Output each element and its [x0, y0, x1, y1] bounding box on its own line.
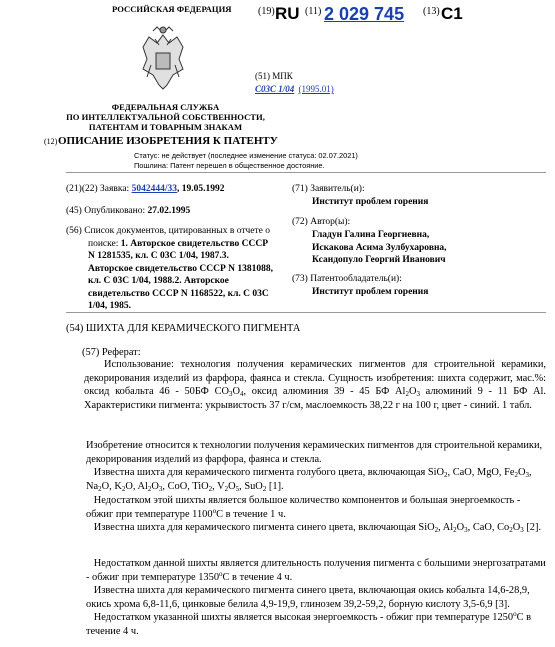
author-name: Гладун Галина Георгиевна, [312, 230, 430, 240]
doc-title: ОПИСАНИЕ ИЗОБРЕТЕНИЯ К ПАТЕНТУ [58, 135, 278, 147]
reference-line: N 1281535, кл. С 03С 1/04, 1987.3. [88, 251, 229, 261]
paragraph-intro: Изобретение относится к технологии получения керамических пигментов для строительной керамики, декорирования изделий из фарфора, фаянса и стекла. Известна шихта для керамического пигмента голубого цвета, включающая SiO$_2$, CaO, MgO, $Fe_2O_3$, $Na_2O$, $K_2O$, $Al_2O_3$, CoO, TiO$_2$, $V_2O_5$, SuO$_2$ [1]. [86, 440, 543, 493]
application-label: (21)(22) Заявка: [66, 184, 130, 194]
code-13: (13) [423, 6, 440, 17]
references-block [66, 225, 286, 313]
mpk-row [255, 84, 334, 94]
coat-of-arms-icon [133, 25, 193, 95]
country-code: RU [275, 4, 300, 23]
mpk-class-link[interactable]: C03C 1/04 [255, 84, 295, 94]
code-11: (11) [305, 6, 322, 17]
application-number-link[interactable]: 5042444/33 [131, 184, 177, 194]
country-name: РОССИЙСКАЯ ФЕДЕРАЦИЯ [112, 4, 232, 14]
reference-line: 1/04, 1985. [88, 301, 132, 311]
applicant-label: (71) Заявитель(и): [292, 184, 365, 194]
agency-line-1: ФЕДЕРАЛЬНАЯ СЛУЖБА [111, 102, 220, 112]
duty-line: Пошлина: Патент перешел в общественное достояние. [134, 161, 325, 170]
published-label: (45) Опубликовано: [66, 206, 146, 216]
owner-name: Институт проблем горения [312, 287, 429, 297]
abstract-label: (57) Реферат: [82, 347, 141, 358]
authors-label: (72) Автор(ы): [292, 217, 351, 227]
author-name: Ксандопуло Георгий Иванович [312, 255, 446, 265]
published-row [66, 205, 190, 218]
agency-line-3: ПАТЕНТАМ И ТОВАРНЫМ ЗНАКАМ [88, 122, 243, 132]
mpk-label: (51) МПК [255, 71, 293, 81]
paragraph-drawback-1: Недостатком этой шихты является большое количество компонентов и большая энергоемкость - обжиг при температуре $1100^оС$ в течение 1 ч. Известна шихта для керамического пигмента синего цвета, включающая SiO$_2$, $Al_2O_3$, CaO, $Co_2O_3$ [2]. [86, 495, 542, 535]
owner-label: (73) Патентообладатель(и): [292, 274, 402, 284]
reference-line: свидетельство СССР N 1168522, кл. С 03С [88, 288, 269, 299]
mpk-date-link[interactable]: (1995.01) [298, 84, 334, 94]
application-date: , 19.05.1992 [176, 184, 225, 194]
invention-title-row [66, 323, 300, 334]
divider-bottom [66, 312, 546, 313]
applicant-name: Институт проблем горения [312, 197, 429, 207]
published-date: 27.02.1995 [147, 206, 191, 216]
agency-line-2: ПО ИНТЕЛЛЕКТУАЛЬНОЙ СОБСТВЕННОСТИ, [66, 112, 265, 122]
status-line: Статус: не действует (последнее изменение статуса: 02.07.2021) [134, 151, 358, 160]
agency-block [58, 102, 273, 132]
authors-list [312, 229, 447, 267]
author-name: Искакова Асима Зулбухаровна, [312, 242, 447, 253]
reference-line: 1. Авторское свидетельство СССР [120, 238, 269, 249]
code-19: (19) [258, 6, 275, 17]
invention-title: (54) ШИХТА ДЛЯ КЕРАМИЧЕСКОГО ПИГМЕНТА [66, 323, 301, 334]
references-label-2: поиске: [88, 238, 119, 249]
kind-code: C1 [441, 4, 463, 23]
abstract-text: Использование: технология получения керамических пигментов для строительной керамики, декорирования изделий из фарфора, фаянса и стекла. Сущность изобретения: шихта содержит, мас.%: оксид кобальта 46 - 50БФ $CO_3O_4$, оксид алюминия 39 - 45 БФ $Al_2O_3$ алюминий 9 - 11 БФ Al. Характеристики пигмента: укрывистость 37 г/см, маслоемкость 38,22 г на 100 г, цвет - синий. 1 табл. [84, 359, 546, 411]
doc-code: (12) [44, 137, 58, 146]
reference-line: Авторское свидетельство СССР N 1381088, [88, 263, 274, 274]
paragraph-drawback-2: Недостатком данной шихты является длительность получения пигмента с большими энергозатратами - обжиг при температуре $1350^оС$ в течение 4 ч. Известна шихта для керамического пигмента синего цвета, включающая окись кобальта 14,6-28,9, окись хрома 6,8-11,6, цинковые белила 4,9-19,9, глинозем 39,2-59,2, борную кислоту 3,5-6,9 [3]. Недостатком указанной шихты является высокая энергоемкость - обжиг при температуре $1250^оС$ в течение 4 ч. [86, 558, 546, 637]
references-label: (56) Список документов, цитированных в отчете о [66, 226, 270, 236]
divider-top [66, 172, 546, 173]
reference-line: кл. С 03С 1/04, 1988.2. Авторское [88, 276, 229, 286]
application-row [66, 183, 224, 196]
patent-number-link[interactable]: 2 029 745 [324, 4, 405, 24]
